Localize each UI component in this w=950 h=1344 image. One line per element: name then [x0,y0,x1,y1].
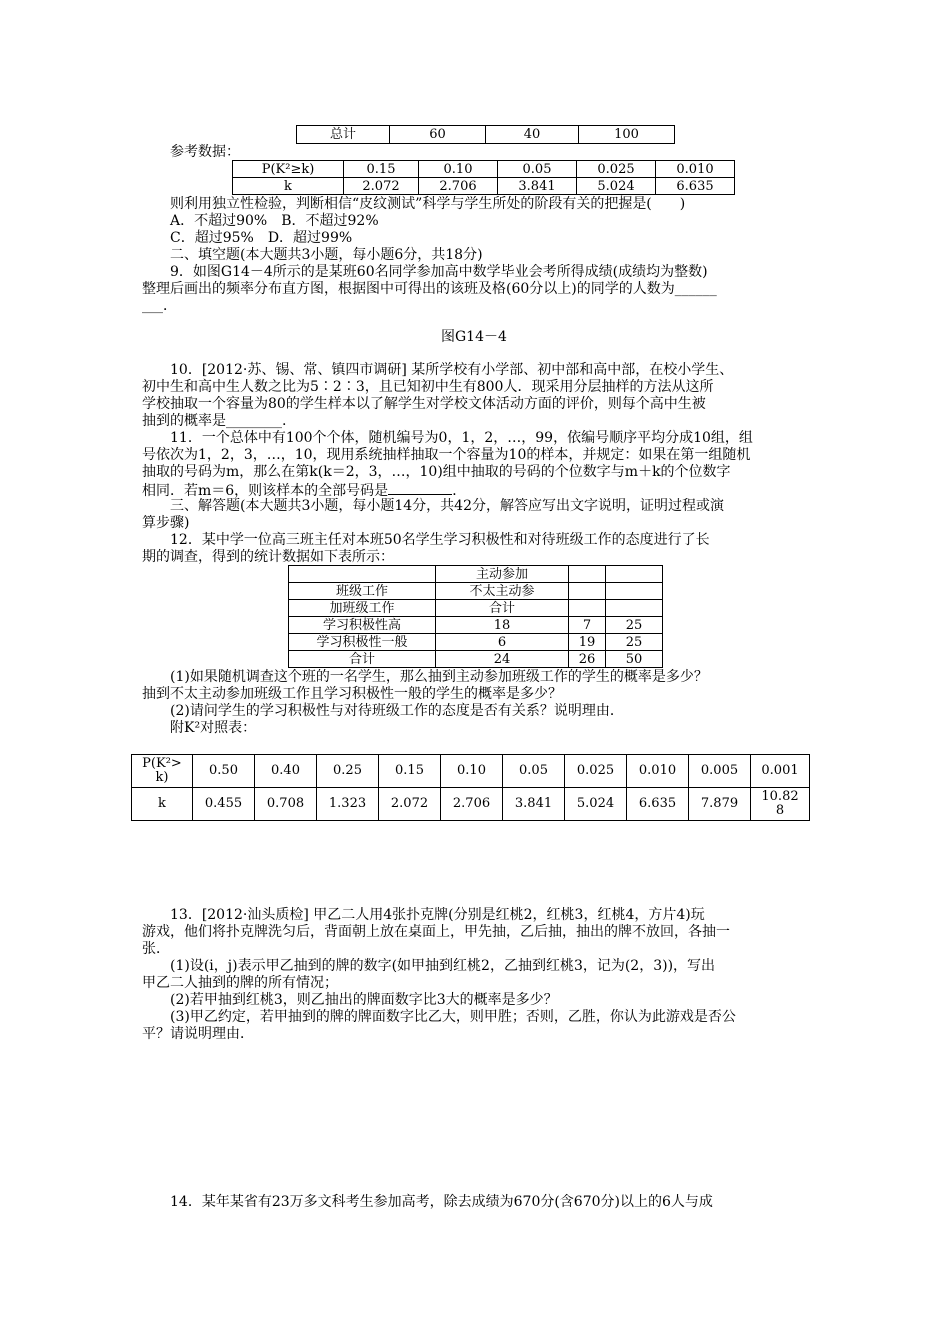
reference-data-table [232,160,735,195]
cell: 6 [436,634,569,651]
cell: 0.010 [656,161,735,178]
cell: 26 [569,651,606,668]
q13-part-1a: (1)设(i，j)表示甲乙抽到的牌的数字(如甲抽到红桃2，乙抽到红桃3，记为(2，3))，写出 [170,958,716,974]
cell: 0.15 [344,161,419,178]
cell [606,600,663,617]
q12-appendix: 附K²对照表： [170,720,257,736]
cell: 18 [436,617,569,634]
cell: 0.15 [379,755,441,788]
cell: 0.10 [441,755,503,788]
cell: 0.005 [689,755,751,788]
cell: 学习积极性高 [289,617,436,634]
cell: 0.50 [193,755,255,788]
cell: 0.40 [255,755,317,788]
q12-part-1b: 抽到不太主动参加班级工作且学习积极性一般的学生的概率是多少？ [142,686,562,702]
p-header-cell [132,755,193,788]
cell: 0.25 [317,755,379,788]
q12-part-2: (2)请问学生的学习积极性与对待班级工作的态度是否有关系？说明理由． [170,703,624,719]
q13-part-3a: (3)甲乙约定，若甲抽到的牌的牌面数字比乙大，则甲胜；否则，乙胜，你认为此游戏是否公 [170,1009,736,1025]
cell: 总计 [297,126,390,144]
cell: 6.635 [656,178,735,195]
cell [606,566,663,583]
cell: 25 [606,634,663,651]
cell: 100 [579,126,675,144]
cell: 5.024 [565,788,627,821]
cell: 班级工作 [289,583,436,600]
cell: 0.10 [419,161,498,178]
cell: 3.841 [503,788,565,821]
answer-blank [388,481,452,495]
cell: 5.024 [577,178,656,195]
q12-line-2: 期的调查，得到的统计数据如下表所示： [142,549,394,565]
q11-line-2: 号依次为1，2，3，…，10，现用系统抽样抽取一个容量为10的样本，并规定：如果在第一组随机 [142,447,751,463]
cell: 主动参加 [436,566,569,583]
cell [569,566,606,583]
cell: 合计 [289,651,436,668]
q11-line-4-end: ． [452,483,467,499]
q11-line-4 [142,481,466,499]
cell: k [132,788,193,821]
cell: 2.706 [441,788,503,821]
p-header-line-2: k) [155,770,169,785]
cell: 加班级工作 [289,600,436,617]
contingency-total-row [296,125,675,144]
cell: 50 [606,651,663,668]
q14-line-1: 14．某年某省有23万多文科考生参加高考，除去成绩为670分(含670分)以上的6人与成 [170,1194,713,1210]
q9-line-1: 9．如图G14－4所示的是某班60名同学参加高中数学毕业会考所得成绩(成绩均为整数) [170,264,708,280]
cell [569,583,606,600]
q10-line-4: 抽到的概率是________. [142,413,287,429]
cell: 合计 [436,600,569,617]
section-3-line-1: 三、解答题(本大题共3小题，每小题14分，共42分，解答应写出文字说明，证明过程或演 [170,498,724,514]
q12-line-1: 12．某中学一位高三班主任对本班50名学生学习积极性和对待班级工作的态度进行了长 [170,532,710,548]
cell: 3.841 [498,178,577,195]
cell: 2.072 [344,178,419,195]
q9-line-2: 整理后画出的频率分布直方图，根据图中可得出的该班及格(60分以上)的同学的人数为______ [142,281,717,297]
last-k-cell [751,788,810,821]
cell: 7.879 [689,788,751,821]
last-k-line-1: 10.82 [761,789,799,804]
cell: 19 [569,634,606,651]
ref-data-label: 参考数据： [170,144,240,160]
cell: k [233,178,344,195]
cell: 0.05 [503,755,565,788]
q13-line-1: 13．[2012·汕头质检] 甲乙二人用4张扑克牌(分别是红桃2，红桃3，红桃4，方片4)玩 [170,907,705,923]
cell: 24 [436,651,569,668]
cell: 0.010 [627,755,689,788]
cell: 2.072 [379,788,441,821]
cell: 7 [569,617,606,634]
cell: 25 [606,617,663,634]
cell: 2.706 [419,178,498,195]
cell: 0.05 [498,161,577,178]
cell: 0.025 [577,161,656,178]
q8-options-ab: A．不超过90% B．不超过92% [170,213,379,229]
cell: 40 [486,126,579,144]
cell: 0.001 [751,755,810,788]
q11-line-1: 11．一个总体中有100个个体，随机编号为0，1，2，…，99，依编号顺序平均分成10组，组 [170,430,753,446]
cell: 0.455 [193,788,255,821]
section-2-heading: 二、填空题(本大题共3小题，每小题6分，共18分) [170,247,483,263]
section-3-line-2: 算步骤) [142,515,190,531]
q10-line-1: 10．[2012·苏、锡、常、镇四市调研] 某所学校有小学部、初中部和高中部，在校小学生、 [170,362,734,378]
last-k-line-2: 8 [775,803,785,818]
cell: 1.323 [317,788,379,821]
q13-line-2: 游戏，他们将扑克牌洗匀后，背面朝上放在桌面上，甲先抽，乙后抽，抽出的牌不放回，各抽一 [142,924,730,940]
q13-line-3: 张． [142,941,170,957]
q10-line-3: 学校抽取一个容量为80的学生样本以了解学生对学校文体活动方面的评价，则每个高中生被 [142,396,706,412]
cell [289,566,436,583]
figure-caption: 图G14－4 [441,329,507,345]
cell: 6.635 [627,788,689,821]
q8-options-cd: C．超过95% D．超过99% [170,230,353,246]
cell [606,583,663,600]
k2-critical-value-table [131,754,810,821]
cell: 不太主动参 [436,583,569,600]
q9-line-3: ___． [142,298,177,314]
q11-line-4-text: 相同．若m＝6，则该样本的全部号码是 [142,483,389,499]
cell: 0.025 [565,755,627,788]
survey-table [288,565,663,668]
p-header-line-1: P(K²> [142,756,182,771]
cell: P(K²≥k) [233,161,344,178]
q13-part-2: (2)若甲抽到红桃3，则乙抽出的牌面数字比3大的概率是多少？ [170,992,558,1008]
q10-line-2: 初中生和高中生人数之比为5∶2∶3，且已知初中生有800人．现采用分层抽样的方法从这所 [142,379,714,395]
q8-stem: 则利用独立性检验，判断相信“皮纹测试”科学与学生所处的阶段有关的把握是( ) [170,196,686,212]
q11-line-3: 抽取的号码为m，那么在第k(k＝2，3，…，10)组中抽取的号码的个位数字与m＋k的个位数字 [142,464,731,480]
q13-part-3b: 平？请说明理由． [142,1026,254,1042]
cell [569,600,606,617]
cell: 60 [390,126,486,144]
q12-part-1a: (1)如果随机调查这个班的一名学生，那么抽到主动参加班级工作的学生的概率是多少？ [170,669,708,685]
q13-part-1b: 甲乙二人抽到的牌的所有情况； [142,975,338,991]
cell: 学习积极性一般 [289,634,436,651]
cell: 0.708 [255,788,317,821]
